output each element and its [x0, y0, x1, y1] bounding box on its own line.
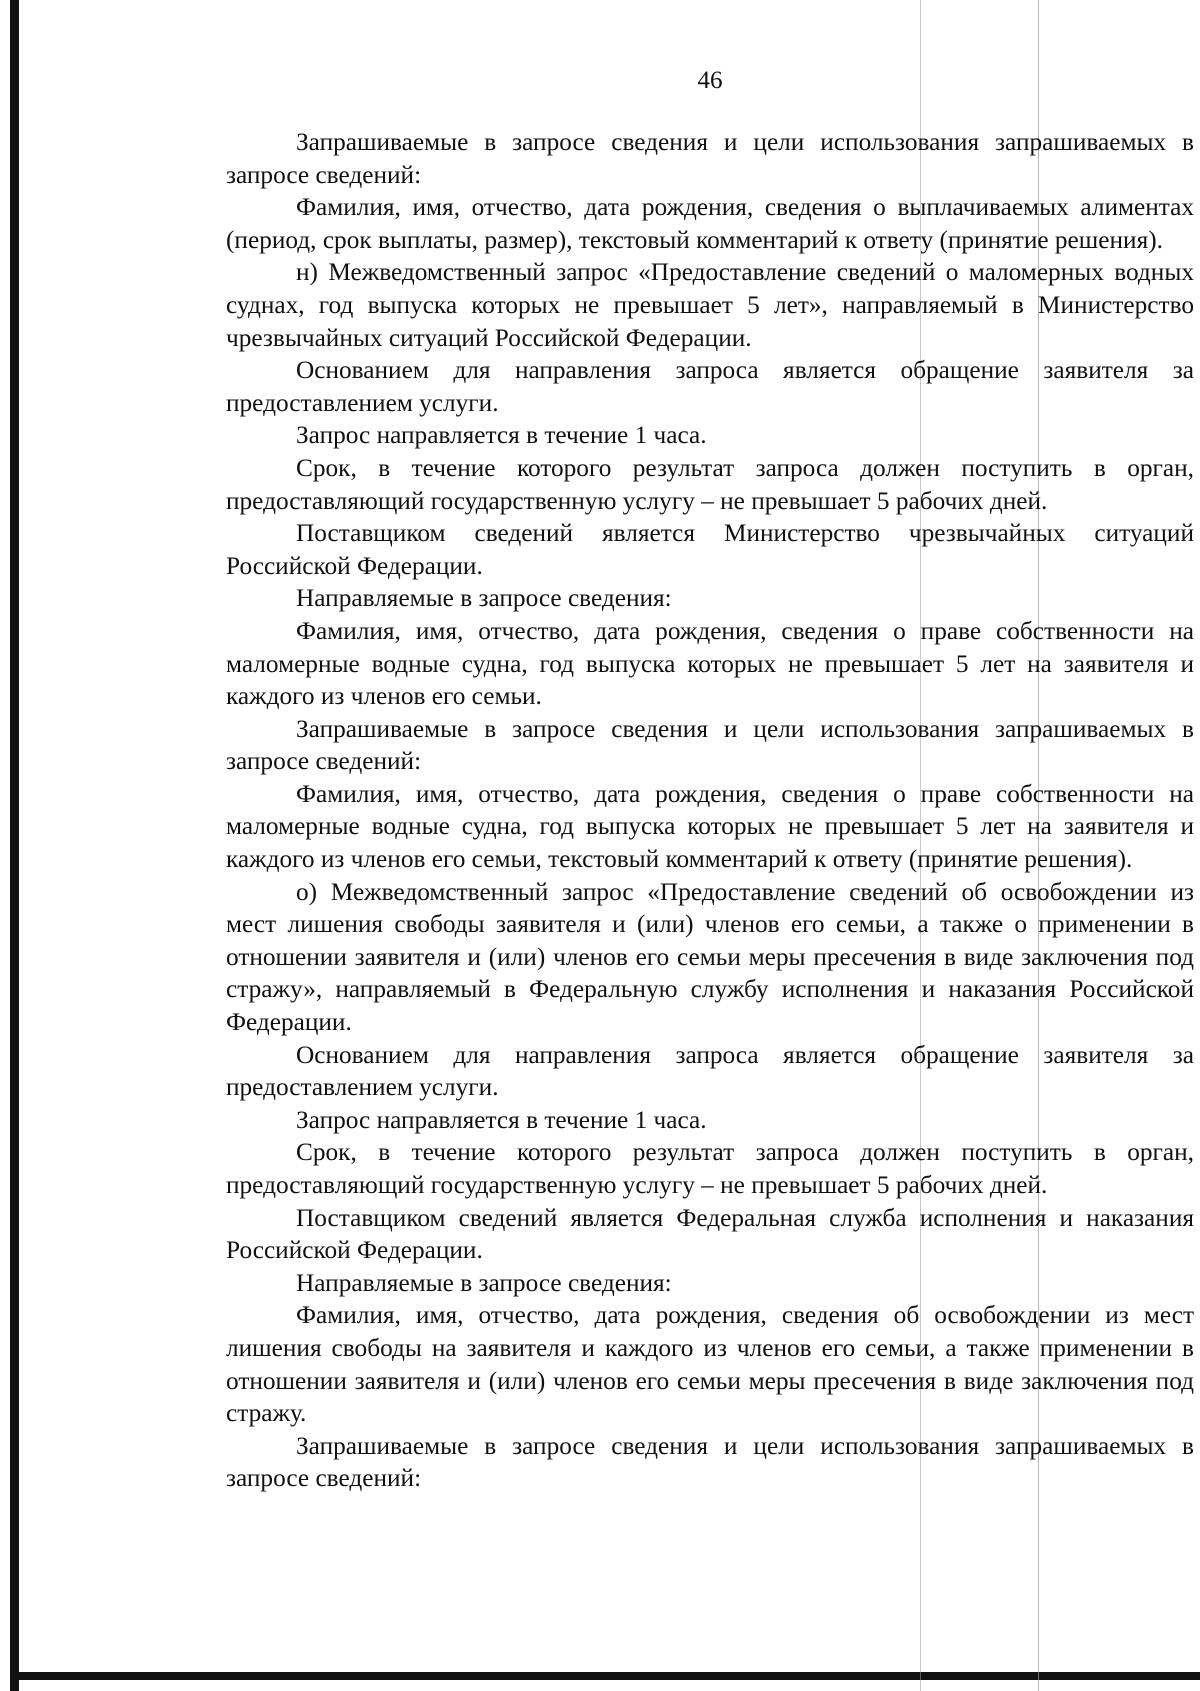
paragraph: Поставщиком сведений является Министерство чрезвычайных ситуаций Российской Федерации.: [226, 519, 1194, 580]
paragraph: Фамилия, имя, отчество, дата рождения, сведения об освобождении из мест лишения свободы на заявителя и каждого из членов его семьи, а также применении в отношении заявителя и (или) членов его семьи меры пресечения в виде заключения под стражу.: [226, 1301, 1194, 1428]
paragraph: н) Межведомственный запрос «Предоставление сведений о маломерных водных суднах, год выпуска которых не превышает 5 лет», направляемый в Министерство чрезвычайных ситуаций Российской Федерации.: [226, 258, 1194, 352]
page-number: 46: [697, 67, 723, 94]
paragraph: Направляемые в запросе сведения:: [296, 584, 672, 613]
paragraph: Фамилия, имя, отчество, дата рождения, сведения о выплачиваемых алиментах (период, срок выплаты, размер), текстовый комментарий к ответу (принятие решения).: [226, 193, 1194, 254]
paragraph: Запрос направляется в течение 1 часа.: [296, 1105, 707, 1134]
paragraph: Запрашиваемые в запросе сведения и цели использования запрашиваемых в запросе сведений:: [226, 1431, 1194, 1493]
paragraph: Фамилия, имя, отчество, дата рождения, сведения о праве собственности на маломерные водные судна, год выпуска которых не превышает 5 лет на заявителя и каждого из членов его семьи.: [226, 616, 1194, 711]
paragraph: Запрос направляется в течение 1 часа.: [296, 421, 707, 450]
paragraph: о) Межведомственный запрос «Предоставление сведений об освобождении из мест лишения свободы заявителя и (или) членов его семьи, а также о применении в отношении заявителя и (или) членов его семьи меры пресечения в виде заключения под стражу», направляемый в Федеральную службу исполнения и наказания Российской Федерации.: [226, 877, 1194, 1037]
paragraph: Срок, в течение которого результат запроса должен поступить в орган, предоставляющий государственную услугу – не превышает 5 рабочих дней.: [226, 453, 1194, 515]
scan-border-bottom: [10, 1672, 1200, 1680]
paragraph: Основанием для направления запроса является обращение заявителя за предоставлением услуги.: [226, 1040, 1194, 1102]
paragraph: Фамилия, имя, отчество, дата рождения, сведения о праве собственности на маломерные водные судна, год выпуска которых не превышает 5 лет на заявителя и каждого из членов его семьи, текстовый комментарий к ответу (принятие решения).: [226, 779, 1194, 874]
paragraph: Основанием для направления запроса является обращение заявителя за предоставлением услуги.: [226, 356, 1194, 417]
paragraph: Запрашиваемые в запросе сведения и цели использования запрашиваемых в запросе сведений:: [226, 128, 1194, 189]
paragraph: Поставщиком сведений является Федеральная служба исполнения и наказания Российской Федерации.: [226, 1203, 1194, 1265]
document-body: [226, 126, 1194, 1495]
paragraph: Срок, в течение которого результат запроса должен поступить в орган, предоставляющий государственную услугу – не превышает 5 рабочих дней.: [226, 1138, 1194, 1199]
paragraph: Направляемые в запросе сведения:: [296, 1268, 672, 1297]
paragraph: Запрашиваемые в запросе сведения и цели использования запрашиваемых в запросе сведений:: [226, 714, 1194, 776]
scan-border-left: [10, 0, 19, 1691]
